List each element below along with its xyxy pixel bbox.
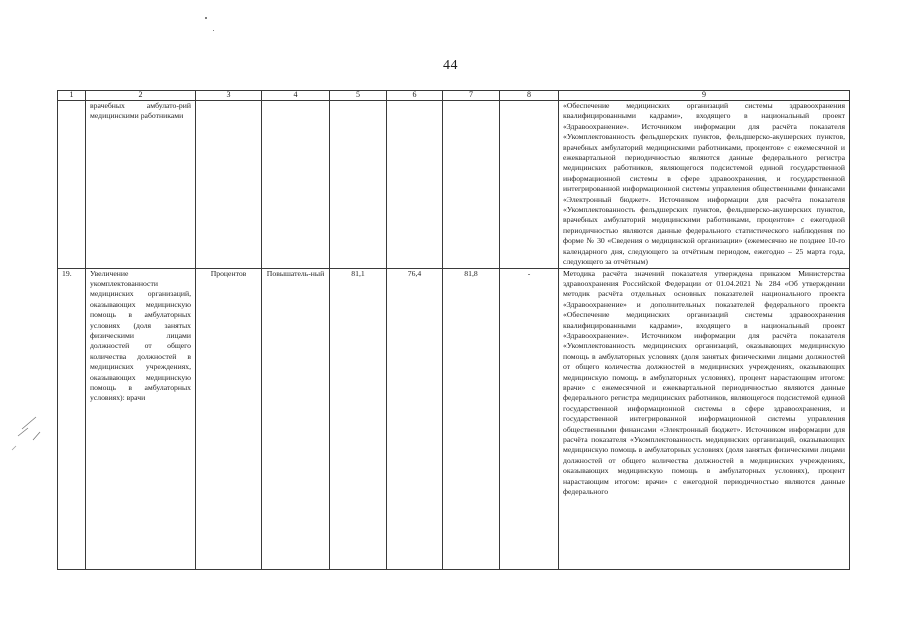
- indicator-name-cell: врачебных амбулато-рий медицинскими работниками: [86, 101, 196, 269]
- methodology-cell: «Обеспечение медицинских организаций системы здравоохранения квалифицированными кадрами», входящего в национальный проект «Здравоохранение». Источником информации для расчёта показателя «Укомплектованность фельдшерских пунктов, фельдшерско-акушерских пунктов, врачебных амбулаторий медицинскими работниками, процентов» с ежемесячной и ежеквартальной периодичностью являются данные федерального регистра медицинских работников, являющегося подсистемой единой государственной информационной системы в сфере здравоохранения, и государственной интегрированной информационной системы управления общественными финансами «Электронный бюджет». Источником информации для расчёта показателя «Укомплектованность фельдшерских пунктов, фельдшерско-акушерских пунктов, врачебных амбулаторий медицинскими работниками, процентов» с ежегодной периодичностью являются данные федерального статистического наблюдения по форме № 30 «Сведения о медицинской организации» (ежемесячно не позднее 10-го календарного дня, следующего за отчётным периодом, ежегодно – 25 марта года, следующего за отчётным): [559, 101, 850, 269]
- trend-cell: [262, 101, 330, 269]
- column-number: 2: [86, 91, 196, 101]
- value-cell: [330, 101, 387, 269]
- column-number: 9: [559, 91, 850, 101]
- indicator-table: [57, 90, 850, 570]
- column-number: 4: [262, 91, 330, 101]
- trend-cell: Повышатель-ный: [262, 268, 330, 569]
- row-index-cell: [58, 101, 86, 269]
- scan-speck: [213, 30, 214, 31]
- column-number: 7: [443, 91, 500, 101]
- column-number: 1: [58, 91, 86, 101]
- value-cell: 81,8: [443, 268, 500, 569]
- value-cell: 81,1: [330, 268, 387, 569]
- row-index-cell: 19.: [58, 268, 86, 569]
- margin-pencil-marks: [0, 0, 60, 640]
- value-cell: [500, 101, 559, 269]
- value-cell: -: [500, 268, 559, 569]
- column-number-row: [58, 91, 850, 101]
- indicator-name-cell: Увеличение укомплектованности медицинских организаций, оказывающих медицинскую помощь в амбулаторных условиях (доля занятых физическими лицами должностей от общего количества должностей в медицинских учреждениях, оказывающих медицинскую помощь в амбулаторных условиях): врачи: [86, 268, 196, 569]
- column-number: 8: [500, 91, 559, 101]
- scan-speck: [205, 17, 207, 19]
- table-row: [58, 268, 850, 569]
- value-cell: 76,4: [387, 268, 443, 569]
- column-number: 6: [387, 91, 443, 101]
- page-number: 44: [443, 58, 458, 73]
- unit-cell: [196, 101, 262, 269]
- column-number: 5: [330, 91, 387, 101]
- unit-cell: Процентов: [196, 268, 262, 569]
- value-cell: [387, 101, 443, 269]
- table-row: [58, 101, 850, 269]
- column-number: 3: [196, 91, 262, 101]
- value-cell: [443, 101, 500, 269]
- methodology-cell: Методика расчёта значений показателя утверждена приказом Министерства здравоохранения Российской Федерации от 01.04.2021 № 284 «Об утверждении методик расчёта отдельных основных показателей национального проекта «Здравоохранение» и дополнительных показателей федерального проекта «Обеспечение медицинских организаций системы здравоохранения квалифицированными кадрами», входящего в национальный проект «Здравоохранение». Источником информации для расчёта показателя «Укомплектованность медицинских организаций, оказывающих медицинскую помощь в амбулаторных условиях (доля занятых физическими лицами должностей от общего количества должностей в медицинских учреждениях, оказывающих медицинскую помощь в амбулаторных условиях), процент нарастающим итогом: врачи» с ежемесячной и ежеквартальной периодичностью являются данные федерального регистра медицинских работников, являющегося подсистемой единой государственной информационной системы в сфере здравоохранения, и государственной интегрированной информационной системы управления общественными финансами «Электронный бюджет». Источником информации для расчёта показателя «Укомплектованность медицинских организаций, оказывающих медицинскую помощь в амбулаторных условиях (доля занятых физическими лицами должностей от общего количества должностей в медицинских учреждениях, оказывающих медицинскую помощь в амбулаторных условиях), процент нарастающим итогом: врачи» с ежегодной периодичностью являются данные федерального: [559, 268, 850, 569]
